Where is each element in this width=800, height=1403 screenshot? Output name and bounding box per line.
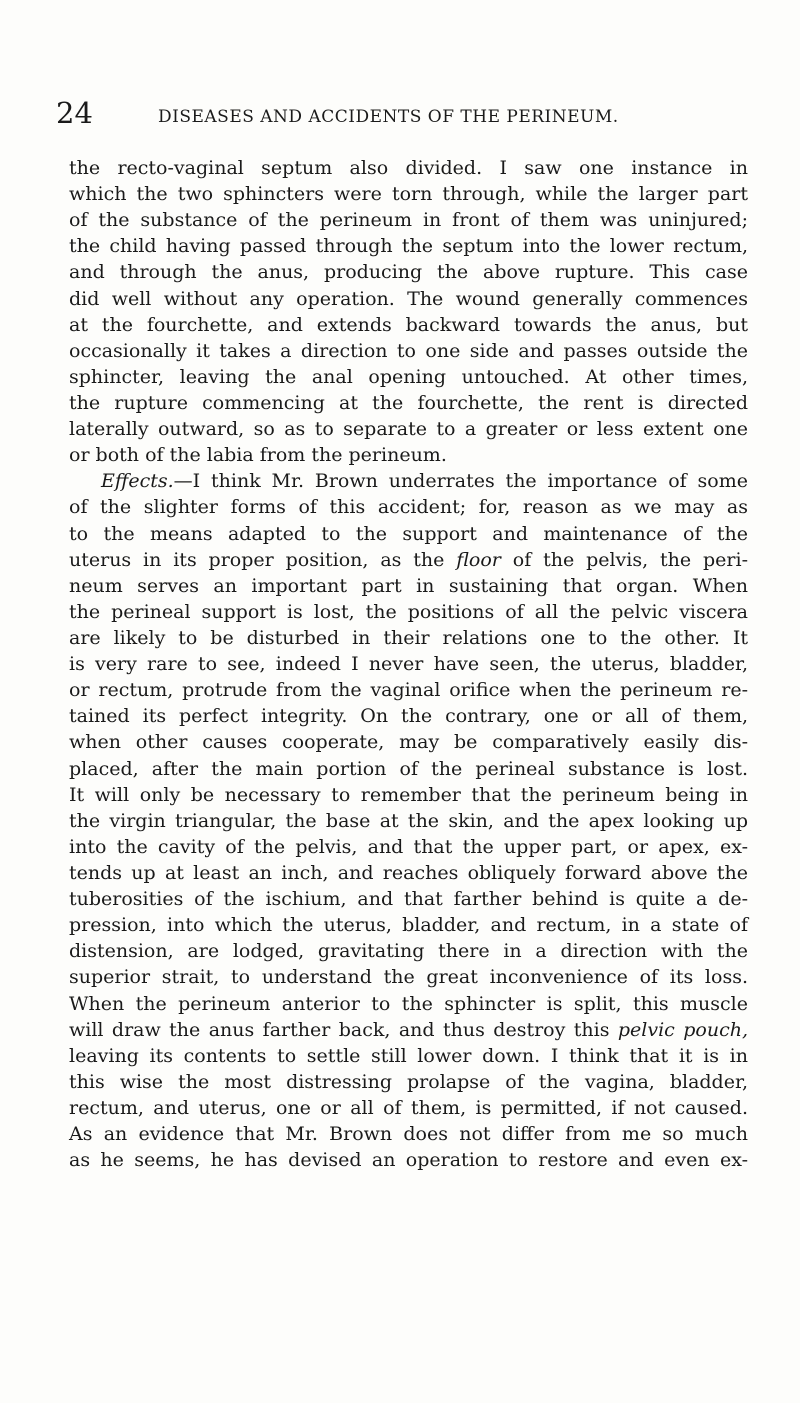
text-line: pression, into which the uterus, bladder, and rectum, in a state of (69, 914, 748, 937)
text-line (69, 547, 748, 573)
text-line: of the slighter forms of this accident; for, reason as we may as (69, 496, 748, 519)
text-line: which the two sphincters were torn through, while the larger part (69, 183, 748, 206)
text-line: or rectum, protrude from the vaginal orifice when the perineum re- (69, 679, 748, 702)
italic-term-pelvic-pouch: pelvic pouch, (617, 1018, 748, 1041)
text-line: the child having passed through the septum into the lower rectum, (69, 235, 748, 258)
body-text (69, 155, 748, 1173)
text-line: As an evidence that Mr. Brown does not differ from me so much (69, 1123, 748, 1146)
running-head: DISEASES AND ACCIDENTS OF THE PERINEUM. (158, 107, 619, 127)
text-line: sphincter, leaving the anal opening untouched. At other times, (69, 365, 748, 388)
text-line: the perineal support is lost, the positions of all the pelvic viscera (69, 600, 748, 623)
text-line (69, 1017, 748, 1043)
text-line: neum serves an important part in sustaining that organ. When (69, 574, 748, 597)
text-line: superior strait, to understand the great inconvenience of its loss. (69, 966, 748, 989)
text-line: rectum, and uterus, one or all of them, is permitted, if not caused. (69, 1096, 748, 1119)
text-line: placed, after the main portion of the perineal substance is lost. (69, 757, 748, 780)
text-line: when other causes cooperate, may be comparatively easily dis- (69, 731, 748, 754)
text-run: will draw the anus farther back, and thus destroy this (69, 1018, 618, 1041)
text-line: at the fourchette, and extends backward towards the anus, but (69, 313, 748, 336)
page-number: 24 (56, 96, 93, 130)
text-line: are likely to be disturbed in their relations one to the other. It (69, 626, 748, 649)
text-line: the virgin triangular, the base at the skin, and the apex looking up (69, 809, 748, 832)
italic-term-floor: floor (456, 548, 501, 571)
text-line (69, 468, 748, 494)
text-line: this wise the most distressing prolapse of the vagina, bladder, (69, 1070, 748, 1093)
text-line: and through the anus, producing the above rupture. This case (69, 261, 748, 284)
text-line: It will only be necessary to remember that the perineum being in (69, 783, 748, 806)
text-run: —I think Mr. Brown underrates the importance of some (173, 470, 748, 493)
text-run: of the pelvis, the peri- (500, 548, 748, 571)
text-line: of the substance of the perineum in front of them was uninjured; (69, 209, 748, 232)
text-line: leaving its contents to settle still lower down. I think that it is in (69, 1044, 748, 1067)
text-line: to the means adapted to the support and maintenance of the (69, 522, 748, 545)
text-line: tuberosities of the ischium, and that farther behind is quite a de- (69, 888, 748, 911)
text-line: the recto-vaginal septum also divided. I saw one instance in (69, 157, 748, 179)
page-header (56, 96, 742, 136)
text-line: tends up at least an inch, and reaches obliquely forward above the (69, 861, 748, 884)
text-run: uterus in its proper position, as the (69, 548, 457, 571)
text-line: the rupture commencing at the fourchette, the rent is directed (69, 391, 748, 414)
section-heading-effects: Effects. (101, 470, 174, 493)
text-line: tained its perfect integrity. On the contrary, one or all of them, (69, 705, 748, 728)
text-line: laterally outward, so as to separate to a greater or less extent one (69, 418, 748, 441)
text-line: When the perineum anterior to the sphincter is split, this muscle (69, 992, 748, 1015)
text-line: or both of the labia from the perineum. (69, 444, 447, 467)
text-line: occasionally it takes a direction to one side and passes outside the (69, 339, 748, 362)
text-line: distension, are lodged, gravitating there in a direction with the (69, 940, 748, 963)
text-line: into the cavity of the pelvis, and that the upper part, or apex, ex- (69, 835, 748, 858)
text-line: is very rare to see, indeed I never have seen, the uterus, bladder, (69, 653, 748, 676)
text-line: as he seems, he has devised an operation to restore and even ex- (69, 1149, 748, 1172)
text-line: did well without any operation. The wound generally commences (69, 287, 748, 310)
